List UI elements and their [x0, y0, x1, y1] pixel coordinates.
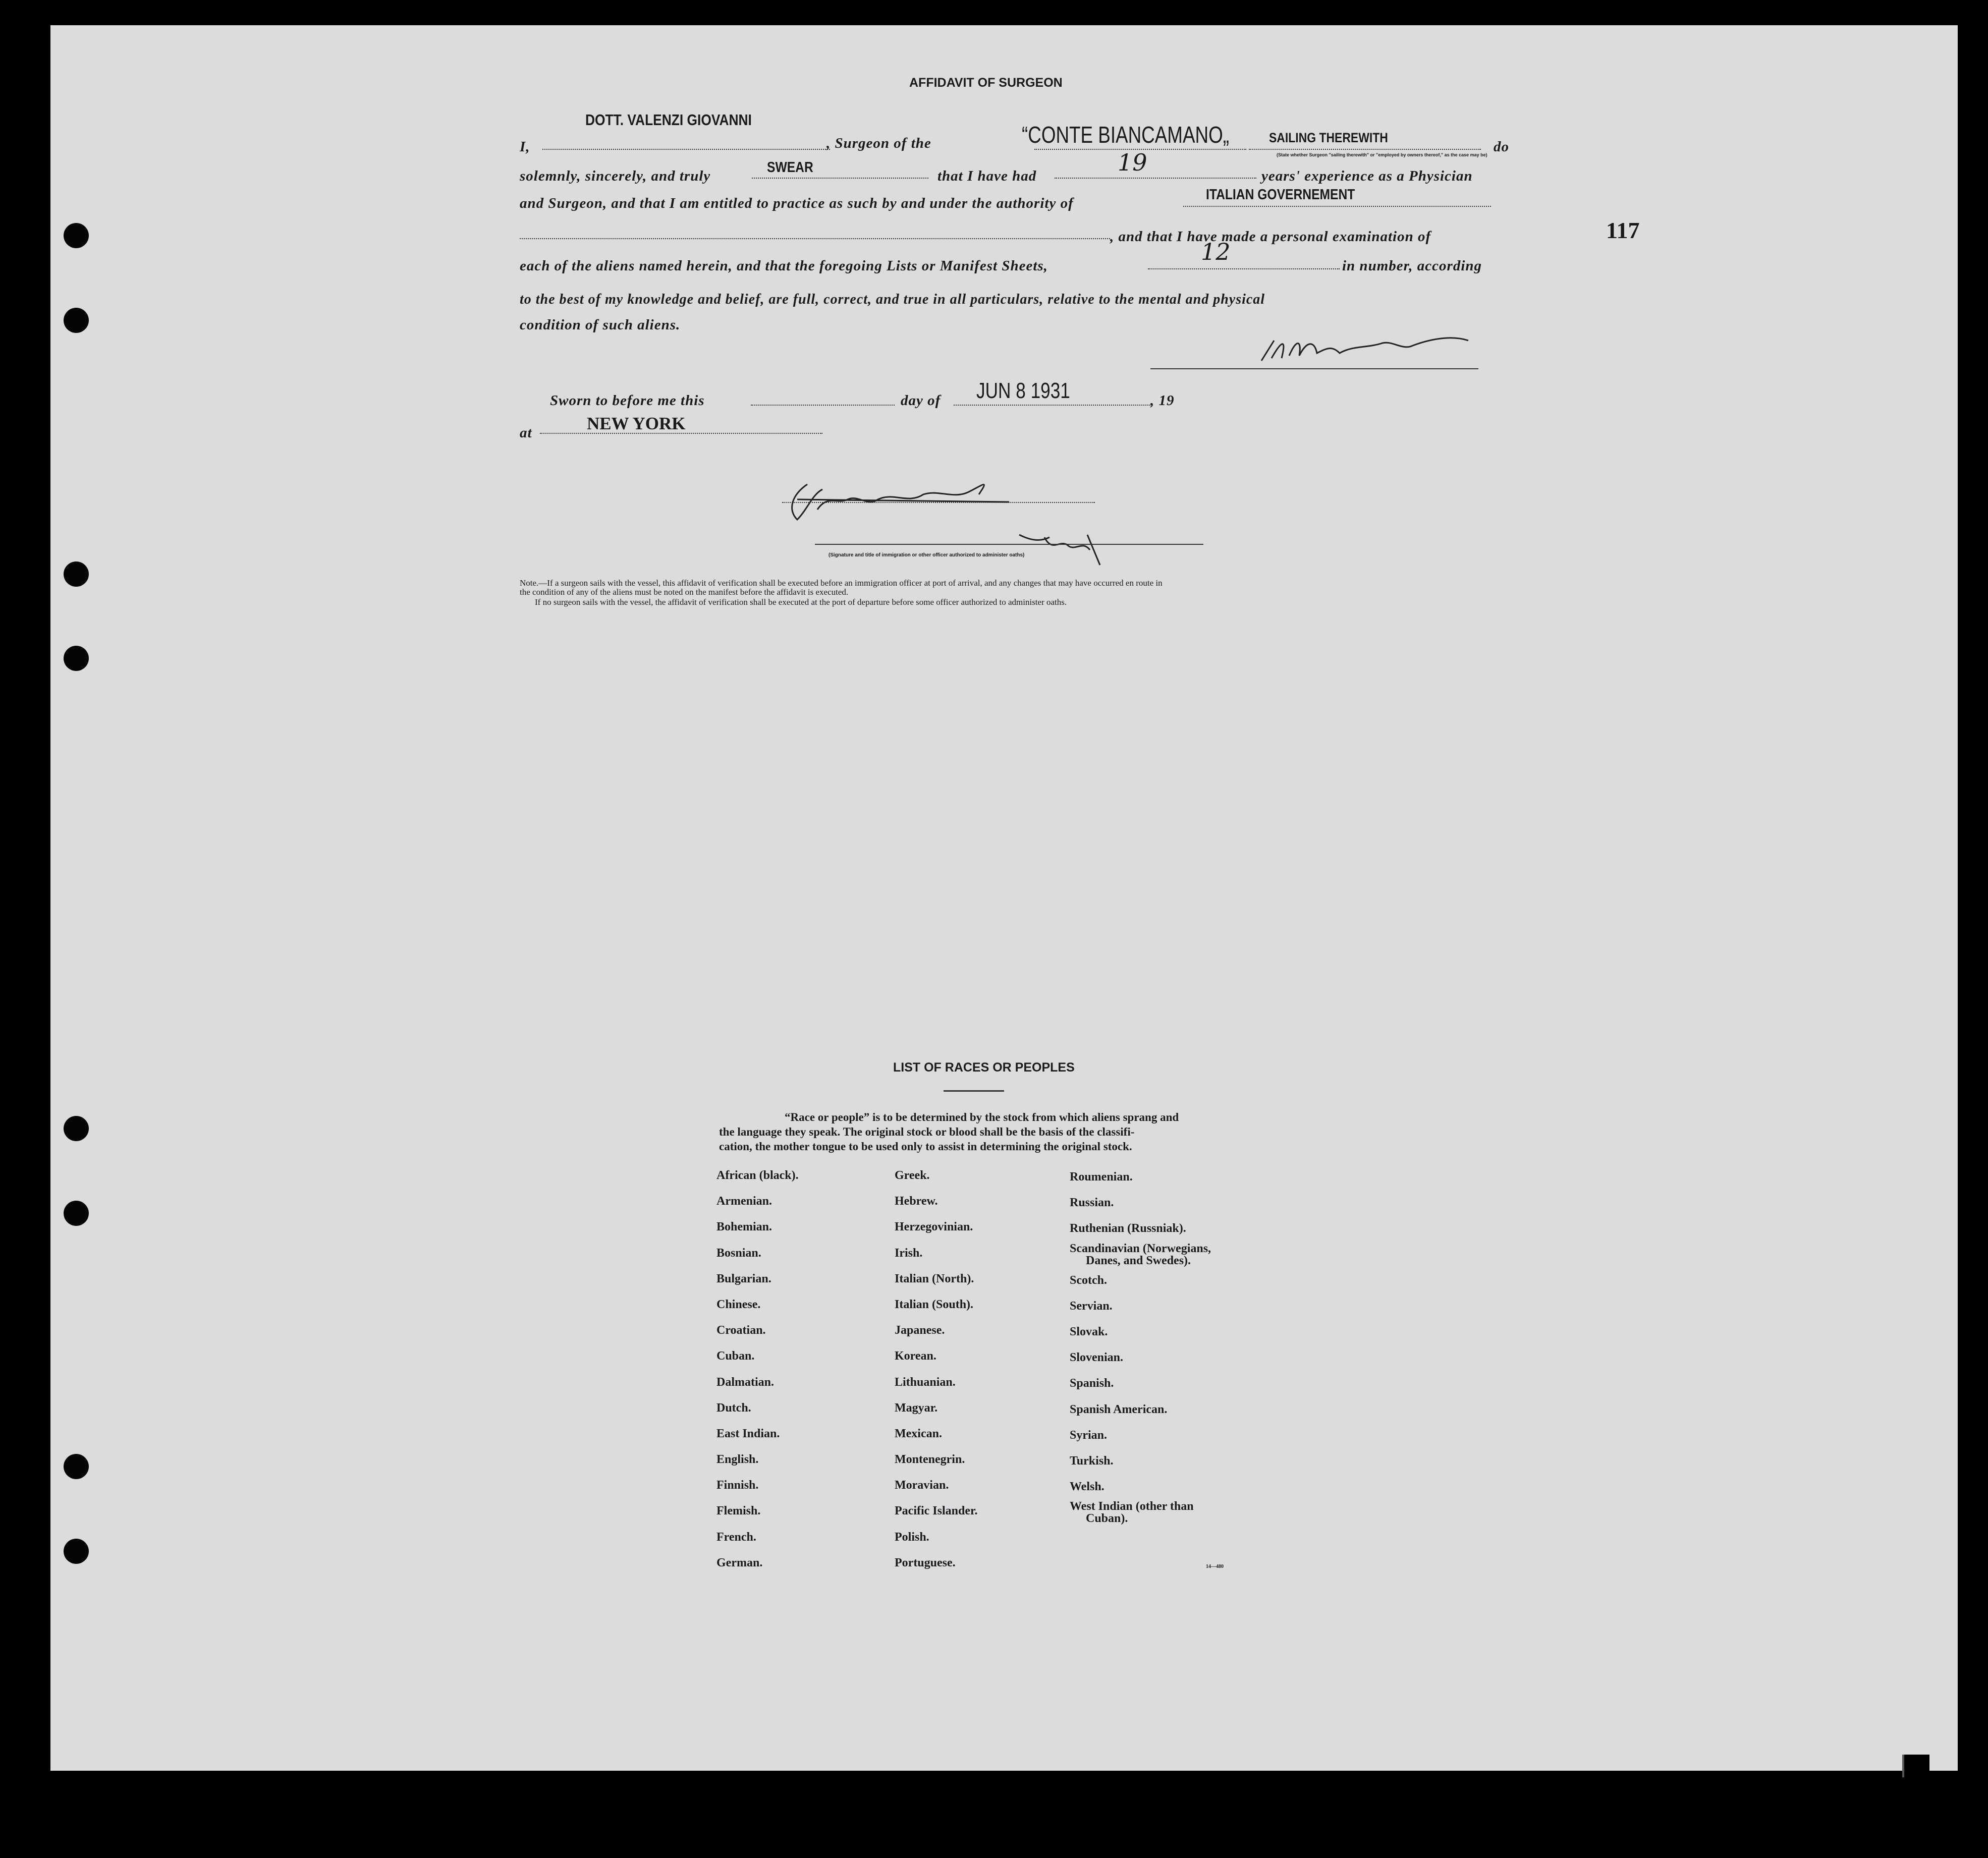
race-item: Moravian.	[895, 1479, 949, 1492]
place-value: NEW YORK	[587, 414, 686, 433]
binder-hole	[64, 1116, 89, 1141]
races-column-3	[1070, 1164, 1211, 1526]
race-item: Dalmatian.	[716, 1375, 774, 1389]
at-label: at	[520, 425, 532, 441]
condition-label: condition of such aliens.	[520, 317, 681, 333]
binder-hole	[64, 1454, 89, 1479]
binder-hole	[64, 561, 89, 587]
surgeon-name: DOTT. VALENZI GIOVANNI	[585, 111, 752, 129]
race-item: African (black).	[716, 1169, 799, 1182]
pronoun-label: I,	[520, 139, 530, 155]
surgeon-of-label: , Surgeon of the	[826, 135, 931, 151]
race-item: Bosnian.	[716, 1246, 761, 1260]
made-exam-label: , and that I have made a personal examination of	[1110, 229, 1431, 245]
signature-dotted-line	[782, 502, 1095, 503]
best-knowledge-label: to the best of my knowledge and belief, are full, correct, and true in all particulars, relative to the mental and physical	[520, 292, 1265, 307]
note-line-3: If no surgeon sails with the vessel, the affidavit of verification shall be executed at the port of departure before some officer authorized to administer oaths.	[535, 597, 1067, 607]
officer-signature-line	[815, 544, 1203, 545]
race-item: Lithuanian.	[895, 1375, 956, 1389]
race-item: Ruthenian (Russniak).	[1070, 1222, 1186, 1235]
swear-field-line	[752, 178, 928, 179]
race-item: Pacific Islander.	[895, 1504, 978, 1518]
race-item: Armenian.	[716, 1195, 772, 1208]
have-had-label: that I have had	[937, 168, 1037, 184]
race-item: French.	[716, 1530, 756, 1544]
name-field-line	[542, 149, 830, 150]
race-item: Irish.	[895, 1246, 923, 1260]
race-item: Hebrew.	[895, 1195, 938, 1208]
race-item-continued: Danes, and Swedes).	[1086, 1254, 1191, 1267]
race-item: Slovak.	[1070, 1325, 1108, 1338]
races-heading: LIST OF RACES OR PEOPLES	[893, 1060, 1075, 1075]
race-item: Herzegovinian.	[895, 1220, 973, 1234]
year-prefix: , 19	[1150, 392, 1175, 409]
race-item: Slovenian.	[1070, 1351, 1124, 1365]
years-value: 19	[1118, 149, 1147, 176]
binder-hole	[64, 1201, 89, 1226]
oath-type: SWEAR	[767, 159, 813, 176]
race-item: Montenegrin.	[895, 1453, 965, 1467]
sheets-value: 12	[1201, 238, 1231, 265]
races-column-1	[716, 1163, 799, 1576]
solemnly-label: solemnly, sincerely, and truly	[520, 168, 711, 184]
race-item: Polish.	[895, 1530, 929, 1544]
race-item: Cuban.	[716, 1349, 755, 1363]
race-item: Bulgarian.	[716, 1272, 771, 1285]
races-heading-rule	[944, 1090, 1004, 1092]
binder-hole	[64, 646, 89, 671]
years-field-line	[1055, 178, 1256, 179]
and-surgeon-label: and Surgeon, and that I am entitled to practice as such by and under the authority of	[520, 195, 1074, 211]
race-item-continued: Cuban).	[1086, 1512, 1128, 1526]
edge-tab	[1902, 1755, 1929, 1777]
race-item: Bohemian.	[716, 1220, 772, 1234]
surgeon-signature	[1251, 330, 1524, 371]
in-number-label: in number, according	[1342, 258, 1482, 274]
binder-hole	[64, 1539, 89, 1564]
race-item: Korean.	[895, 1349, 936, 1363]
race-item: Italian (South).	[895, 1298, 974, 1311]
day-of-label: day of	[901, 392, 941, 409]
race-item: Chinese.	[716, 1298, 761, 1311]
do-label: do	[1494, 139, 1509, 155]
sailing-status: SAILING THEREWITH	[1269, 130, 1388, 145]
authority-value: ITALIAN GOVERNEMENT	[1206, 187, 1355, 203]
surgeon-signature-line	[1150, 368, 1478, 369]
races-column-2	[895, 1163, 977, 1576]
form-number: 14—480	[1206, 1564, 1224, 1569]
officer-caption: (Signature and title of immigration or other officer authorized to administer oaths)	[829, 552, 1025, 558]
note-line-1: Note.—If a surgeon sails with the vessel, this affidavit of verification shall be executed before an immigration officer at port of arrival, and any changes that may have occurred en route in	[520, 578, 1163, 588]
affidavit-heading: AFFIDAVIT OF SURGEON	[909, 76, 1063, 90]
page-number: 117	[1606, 217, 1640, 243]
race-item: Welsh.	[1070, 1480, 1105, 1494]
binder-hole	[64, 223, 89, 248]
race-item: Syrian.	[1070, 1428, 1108, 1442]
race-item: Spanish.	[1070, 1377, 1114, 1390]
authority-continued-line	[520, 238, 1110, 239]
race-item: Italian (North).	[895, 1272, 974, 1285]
races-intro-1: “Race or people” is to be determined by the stock from which aliens sprang and	[785, 1111, 1179, 1123]
race-item: West Indian (other than	[1070, 1500, 1194, 1513]
sailing-field-line	[1249, 149, 1481, 150]
race-item: German.	[716, 1556, 763, 1569]
race-item: Spanish American.	[1070, 1402, 1168, 1416]
race-item: Magyar.	[895, 1401, 938, 1415]
race-item: Croatian.	[716, 1324, 766, 1337]
race-item: East Indian.	[716, 1427, 780, 1440]
years-experience-label: years' experience as a Physician	[1261, 168, 1473, 184]
sailing-note: (State whether Surgeon "sailing therewith" or "employed by owners thereof," as the case may be)	[1277, 152, 1487, 157]
day-field-line	[751, 405, 895, 406]
month-field-line	[954, 405, 1150, 406]
race-item: Finnish.	[716, 1479, 759, 1492]
race-item: Japanese.	[895, 1324, 945, 1337]
races-intro-2: the language they speak. The original stock or blood shall be the basis of the classifi-	[719, 1125, 1135, 1138]
date-stamp: JUN 8 1931	[976, 378, 1070, 403]
authority-field-line	[1183, 206, 1491, 207]
sheets-field-line	[1148, 268, 1340, 269]
race-item: Russian.	[1070, 1196, 1114, 1210]
races-intro-3: cation, the mother tongue to be used only to assist in determining the original stock.	[719, 1140, 1132, 1153]
race-item: Portuguese.	[895, 1556, 956, 1569]
race-item: Servian.	[1070, 1299, 1113, 1313]
race-item: Roumenian.	[1070, 1170, 1133, 1184]
binder-hole	[64, 308, 89, 333]
race-item: Mexican.	[895, 1427, 942, 1440]
race-item: Dutch.	[716, 1401, 751, 1415]
race-item: Scandinavian (Norwegians,	[1070, 1242, 1211, 1255]
ship-name: “CONTE BIANCAMANO„	[1022, 122, 1229, 148]
race-item: Scotch.	[1070, 1273, 1107, 1287]
note-line-2: the condition of any of the aliens must be noted on the manifest before the affidavit is executed.	[520, 587, 849, 597]
race-item: Turkish.	[1070, 1454, 1114, 1468]
race-item: English.	[716, 1453, 759, 1467]
race-item: Greek.	[895, 1169, 930, 1182]
manifest-sheet	[50, 25, 1958, 1771]
sworn-label: Sworn to before me this	[550, 392, 705, 409]
officer-signature	[777, 464, 1130, 575]
each-of-label: each of the aliens named herein, and that the foregoing Lists or Manifest Sheets,	[520, 258, 1048, 274]
race-item: Flemish.	[716, 1504, 761, 1518]
